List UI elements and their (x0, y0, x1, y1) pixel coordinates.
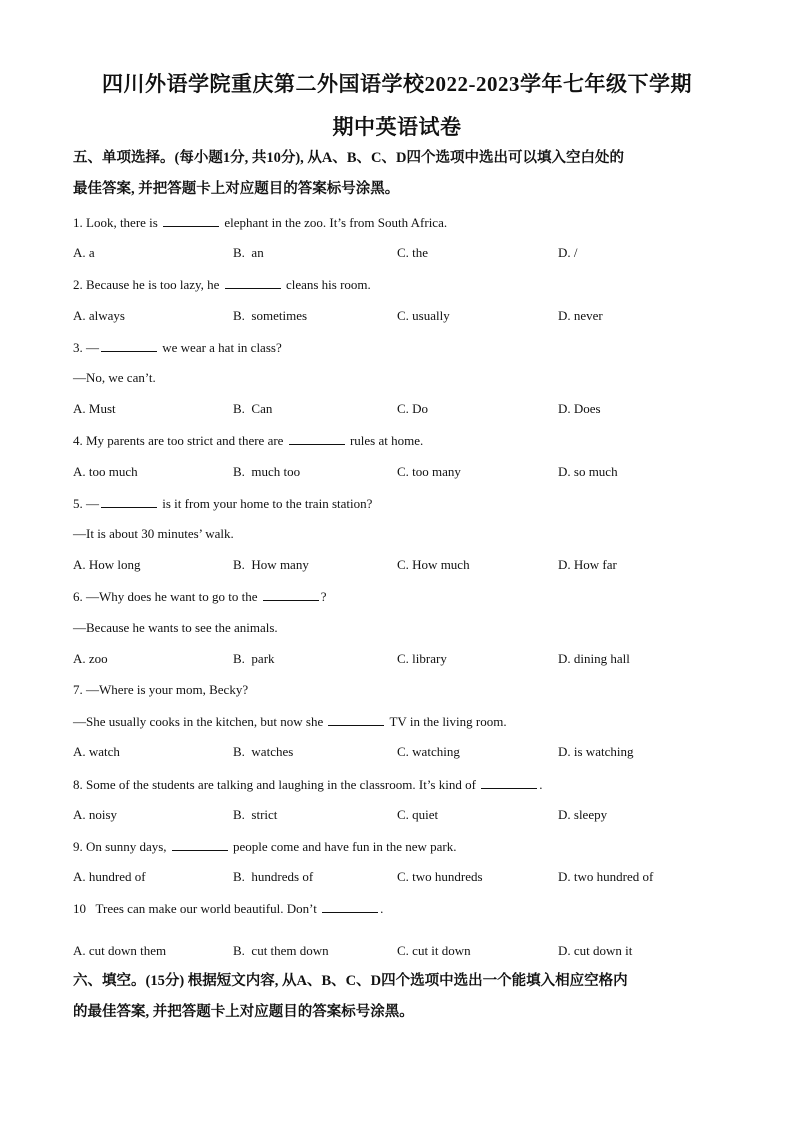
option-b: B. watches (233, 744, 294, 760)
question-stem-line (73, 432, 423, 449)
question-stem-line (73, 495, 372, 512)
stem-text-after-blank: ? (320, 589, 327, 605)
answer-blank (263, 588, 319, 601)
stem-text-before-blank: —She usually cooks in the kitchen, but now she (73, 714, 327, 730)
answer-blank (163, 214, 219, 227)
stem-text-after-blank: elephant in the zoo. It’s from South Africa. (221, 215, 448, 230)
stem-text-before-blank: 3. — (73, 339, 99, 355)
option-a: A. Must (73, 401, 116, 417)
exam-title-line2: 期中英语试卷 (332, 115, 462, 139)
option-c: C. the (397, 245, 429, 261)
stem-text-after-blank: rules at home. (346, 433, 424, 449)
question-stem-line (73, 588, 327, 605)
option-b: B. Can (233, 401, 273, 417)
option-c: C. too many (397, 463, 461, 479)
question-stem-line (73, 370, 156, 386)
stem-text-before-blank: 1. Look, there is (73, 215, 162, 230)
question-stem-line (73, 713, 507, 730)
option-d: D. sleepy (558, 806, 608, 822)
option-c: C. Do (397, 401, 429, 417)
option-d: D. / (558, 245, 578, 261)
option-a: A. zoo (73, 650, 108, 666)
question-stem-line (73, 776, 542, 793)
stem-text-after-blank: . (539, 776, 543, 792)
stem-text-after-blank: TV in the living room. (386, 714, 507, 730)
question-stem-line (73, 900, 383, 917)
option-a: A. always (73, 307, 125, 323)
question-stem-line (73, 526, 234, 542)
stem-text-after-blank: we wear a hat in class? (159, 339, 282, 355)
answer-blank (289, 432, 345, 445)
option-c: C. watching (397, 744, 460, 760)
stem-text: —No, we can’t. (73, 370, 156, 385)
section6-instruction-line1: 六、填空。(15分) 根据短文内容, 从A、B、C、D四个选项中选出一个能填入相应空格内 (73, 973, 628, 989)
answer-blank (481, 776, 537, 789)
section5-instruction-line2: 最佳答案, 并把答题卡上对应题目的答案标号涂黑。 (73, 181, 400, 197)
answer-blank (172, 838, 228, 851)
option-d: D. cut down it (558, 942, 633, 958)
option-a: A. too much (73, 463, 138, 479)
option-a: A. a (73, 245, 95, 261)
option-b: B. much too (233, 463, 301, 479)
option-d: D. dining hall (558, 650, 630, 666)
question-stem-line (73, 838, 456, 855)
answer-blank (322, 900, 378, 913)
stem-text-after-blank: . (380, 901, 384, 917)
exam-title-line1: 四川外语学院重庆第二外国语学校2022-2023学年七年级下学期 (102, 72, 692, 96)
stem-text-before-blank: 9. On sunny days, (73, 839, 170, 854)
option-a: A. watch (73, 744, 120, 760)
question-stem-line (73, 620, 278, 636)
answer-blank (225, 276, 281, 289)
stem-text-before-blank: 2. Because he is too lazy, he (73, 277, 223, 293)
option-b: B. an (233, 245, 264, 261)
option-d: D. How far (558, 557, 617, 573)
option-d: D. never (558, 307, 603, 323)
option-b: B. park (233, 650, 275, 666)
option-b: B. strict (233, 806, 278, 822)
option-d: D. Does (558, 401, 601, 417)
question-stem-line (73, 214, 447, 231)
section6-instruction-line2: 的最佳答案, 并把答题卡上对应题目的答案标号涂黑。 (73, 1004, 414, 1020)
stem-text-after-blank: cleans his room. (282, 277, 371, 293)
option-b: B. cut them down (233, 942, 329, 958)
stem-text-after-blank: is it from your home to the train station? (159, 495, 373, 511)
answer-blank (328, 713, 384, 726)
option-d: D. so much (558, 463, 618, 479)
option-c: C. library (397, 650, 447, 666)
option-b: B. hundreds of (233, 869, 314, 885)
section5-instruction-line1: 五、单项选择。(每小题1分, 共10分), 从A、B、C、D四个选项中选出可以填入空白处的 (73, 150, 624, 166)
option-c: C. usually (397, 307, 450, 323)
question-stem-line (73, 276, 371, 293)
stem-text-before-blank: 8. Some of the students are talking and laughing in the classroom. It’s kind of (73, 776, 480, 792)
stem-text: —Because he wants to see the animals. (73, 619, 278, 635)
option-d: D. is watching (558, 744, 634, 760)
answer-blank (101, 339, 157, 352)
stem-text-before-blank: 5. — (73, 495, 99, 511)
stem-text: —It is about 30 minutes’ walk. (73, 526, 234, 541)
answer-blank (101, 495, 157, 508)
option-a: A. hundred of (73, 869, 146, 885)
option-c: C. How much (397, 557, 470, 573)
stem-text: 7. —Where is your mom, Becky? (73, 682, 249, 697)
stem-text-before-blank: 4. My parents are too strict and there are (73, 433, 287, 449)
option-b: B. sometimes (233, 307, 308, 323)
stem-text-before-blank: 10 Trees can make our world beautiful. Don’t (73, 901, 321, 917)
option-b: B. How many (233, 557, 309, 573)
option-a: A. How long (73, 557, 141, 573)
option-a: A. noisy (73, 806, 118, 822)
question-stem-line (73, 682, 248, 698)
section6-instructions (73, 966, 723, 1028)
option-a: A. cut down them (73, 942, 167, 958)
stem-text-after-blank: people come and have fun in the new park. (229, 839, 457, 854)
option-c: C. quiet (397, 806, 439, 822)
stem-text-before-blank: 6. —Why does he want to go to the (73, 589, 261, 605)
option-c: C. two hundreds (397, 869, 483, 885)
section5-instructions (73, 143, 723, 205)
option-d: D. two hundred of (558, 869, 654, 885)
question-stem-line (73, 339, 282, 356)
option-c: C. cut it down (397, 942, 471, 958)
